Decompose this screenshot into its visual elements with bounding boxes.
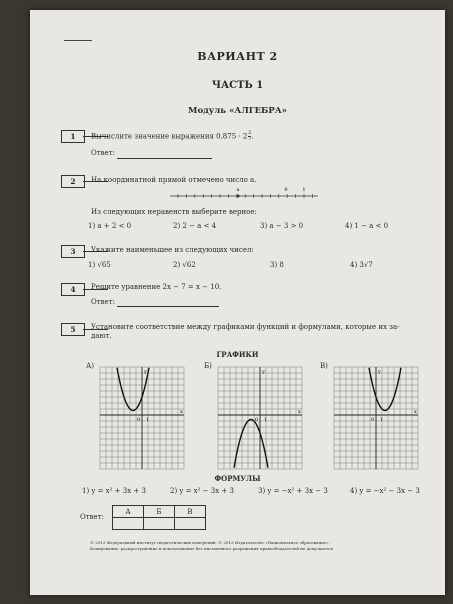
number-line-label-0: 0 bbox=[284, 187, 288, 193]
q4-text: Решите уравнение 2x − 7 = x − 10. bbox=[91, 283, 222, 291]
q2-option-3[interactable]: 3) a − 3 > 0 bbox=[260, 222, 304, 230]
graph-label-a: А) bbox=[86, 362, 95, 370]
number-line bbox=[168, 186, 323, 204]
formulas-title: ФОРМУЛЫ bbox=[214, 474, 261, 483]
q2-text: На координатной прямой отмечено число a. bbox=[91, 176, 257, 184]
formula-1: 1) y = x² + 3x + 3 bbox=[82, 487, 146, 495]
axis-label-0: 0 bbox=[371, 417, 375, 423]
number-line-point-a bbox=[237, 195, 240, 198]
axis-label-x: x bbox=[414, 409, 417, 415]
q1-text-main: Вычислите значение выражения 0,875 · 2 bbox=[91, 132, 248, 141]
header-rule bbox=[64, 40, 92, 41]
q1-answer-label: Ответ: bbox=[91, 149, 115, 157]
q2-option-4[interactable]: 4) 1 − a < 0 bbox=[345, 222, 389, 230]
q4-answer-label: Ответ: bbox=[91, 298, 115, 306]
formula-4: 4) y = −x² − 3x − 3 bbox=[350, 487, 420, 495]
graph-label-b: Б) bbox=[204, 362, 212, 370]
part-title: ЧАСТЬ 1 bbox=[211, 80, 264, 91]
q5-text-line1: Установите соответствие между графиками функций и формулами, которые их за- bbox=[91, 323, 400, 331]
q2-option-1[interactable]: 1) a + 2 < 0 bbox=[88, 222, 132, 230]
axis-label-0: 0 bbox=[137, 417, 141, 423]
q5-text-line2: дают. bbox=[91, 332, 112, 340]
question-number-2: 2 bbox=[61, 175, 85, 188]
q4-answer-field[interactable] bbox=[117, 306, 219, 307]
graph-v bbox=[330, 363, 424, 473]
exam-sheet bbox=[30, 10, 445, 595]
formula-3: 3) y = −x² + 3x − 3 bbox=[258, 487, 328, 495]
q1-fraction-numerator: 2 bbox=[248, 130, 252, 136]
question-number-1: 1 bbox=[61, 130, 85, 143]
axis-label-x: x bbox=[180, 409, 183, 415]
graphs-title: ГРАФИКИ bbox=[216, 350, 259, 359]
graph-a bbox=[96, 363, 190, 473]
axis-label-y: y bbox=[378, 369, 381, 375]
q3-option-1[interactable]: 1) √65 bbox=[88, 261, 111, 269]
q3-option-4[interactable]: 4) 3√7 bbox=[350, 261, 373, 269]
axis-label-x: x bbox=[298, 409, 301, 415]
answer-cell-v[interactable] bbox=[175, 518, 206, 530]
answer-header-a: А bbox=[113, 506, 144, 518]
graph-label-v: В) bbox=[320, 362, 328, 370]
module-title: Модуль «АЛГЕБРА» bbox=[188, 106, 287, 116]
formula-2: 2) y = x² − 3x + 3 bbox=[170, 487, 234, 495]
axis-label-y: y bbox=[144, 369, 147, 375]
answer-cell-a[interactable] bbox=[113, 518, 144, 530]
q1-fraction bbox=[248, 131, 251, 142]
graph-b bbox=[214, 363, 308, 473]
axis-label-0: 0 bbox=[255, 417, 259, 423]
question-number-4: 4 bbox=[61, 283, 85, 296]
q2-option-2[interactable]: 2) 2 − a < 4 bbox=[173, 222, 217, 230]
q3-option-3[interactable]: 3) 8 bbox=[270, 261, 284, 269]
question-number-3: 3 bbox=[61, 245, 85, 258]
q1-fraction-denominator: 7 bbox=[248, 136, 252, 142]
parabola-curve bbox=[369, 368, 401, 411]
footer-line-1: © 2013 Федеральный институт педагогических измерений. © 2013 Издательство «Национальное образование». bbox=[90, 540, 330, 545]
q1-answer-field[interactable] bbox=[117, 158, 212, 159]
variant-title: ВАРИАНТ 2 bbox=[197, 50, 278, 63]
q5-answer-label: Ответ: bbox=[80, 513, 104, 521]
answer-table bbox=[112, 505, 206, 530]
axis-label-1: 1 bbox=[146, 417, 150, 423]
axis-label-y: y bbox=[262, 369, 265, 375]
number-line-label-a: a bbox=[236, 187, 240, 193]
q2-prompt: Из следующих неравенств выберите верное: bbox=[91, 208, 257, 216]
answer-cell-b[interactable] bbox=[144, 518, 175, 530]
answer-header-b: Б bbox=[144, 506, 175, 518]
q1-text: Вычислите значение выражения 0,875 · 2 $\frac{2}{7}$ . bbox=[91, 130, 254, 142]
question-number-5: 5 bbox=[61, 323, 85, 336]
footer bbox=[90, 540, 420, 552]
answer-header-v: В bbox=[175, 506, 206, 518]
axis-label-1: 1 bbox=[264, 417, 268, 423]
footer-line-2: Копирование, распространение и использование без письменного разрешения правообладателей не допускается bbox=[90, 546, 333, 551]
q3-text: Укажите наименьшее из следующих чисел: bbox=[91, 246, 254, 254]
number-line-label-1: 1 bbox=[302, 187, 306, 193]
q3-option-2[interactable]: 2) √62 bbox=[173, 261, 196, 269]
parabola-curve bbox=[234, 420, 268, 468]
axis-label-1: 1 bbox=[380, 417, 384, 423]
